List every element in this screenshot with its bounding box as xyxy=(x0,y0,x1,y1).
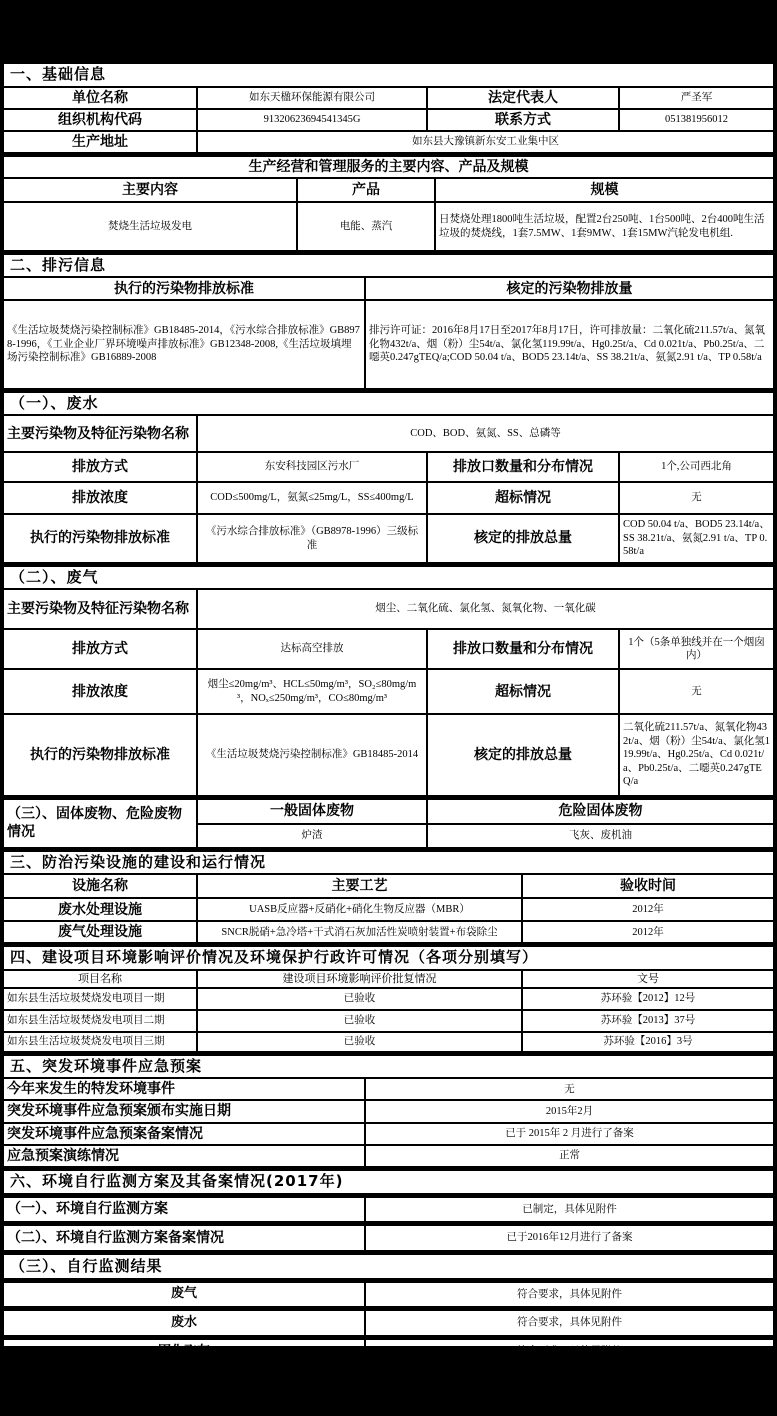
wg-conc-value: 烟尘≤20mg/m³、HCL≤50mg/m³，SO₂≤80mg/m³，NOₓ≤250mg/m³，CO≤80mg/m³ xyxy=(197,669,427,714)
section2-title: 二、排污信息 xyxy=(2,252,775,277)
facility-process: SNCR脱硝+急冷塔+干式消石灰加活性炭喷射装置+布袋除尘 xyxy=(197,921,522,945)
scale-header: 规模 xyxy=(435,178,775,202)
emergency-row-label: 突发环境事件应急预案备案情况 xyxy=(2,1123,365,1145)
emergency-row-value: 正常 xyxy=(365,1145,775,1169)
wastewater-title: （一）、废水 xyxy=(2,390,775,415)
facility-time: 2012年 xyxy=(522,898,775,921)
eia-status-header: 建设项目环境影响评价批复情况 xyxy=(197,970,522,988)
scale-value: 日焚烧处理1800吨生活垃圾，配置2台250吨、1台500吨、2台400吨生活垃圾的焚烧线，1套7.5MW、1套9MW、1套15MW汽轮发电机组. xyxy=(435,202,775,252)
emergency-row-value: 无 xyxy=(365,1078,775,1100)
emergency-row-value: 已于 2015年 2 月进行了备案 xyxy=(365,1123,775,1145)
project-status: 已验收 xyxy=(197,1010,522,1032)
address-value: 如东县大豫镇新东安工业集中区 xyxy=(197,131,775,155)
monitor-result-label: 二噁英 xyxy=(2,1390,365,1413)
wg-standard-label: 执行的污染物排放标准 xyxy=(2,714,197,797)
unit-name-value: 如东天楹环保能源有限公司 xyxy=(197,87,427,109)
section6-title: 六、环境自行监测方案及其备案情况(2017年) xyxy=(2,1168,775,1195)
self-monitor-plan-label: （一）、环境自行监测方案 xyxy=(2,1195,365,1223)
solid-title: （三）、固体废物、危险废物情况 xyxy=(2,797,197,849)
contact-label: 联系方式 xyxy=(427,109,619,131)
wg-total-label: 核定的排放总量 xyxy=(427,714,619,797)
solid-general-value: 炉渣 xyxy=(197,824,427,849)
contact-value: 051381956012 xyxy=(619,109,775,131)
product-header: 产品 xyxy=(297,178,435,202)
facility-name: 废气处理设施 xyxy=(2,921,197,945)
emergency-row-value: 2015年2月 xyxy=(365,1100,775,1122)
ww-pollutants-value: COD、BOD、氨氮、SS、总磷等 xyxy=(197,415,775,452)
discharge-standard-header: 执行的污染物排放标准 xyxy=(2,277,365,300)
ww-total-label: 核定的排放总量 xyxy=(427,514,619,564)
solid-hazard-value: 飞灰、废机油 xyxy=(427,824,775,849)
wg-exceed-label: 超标情况 xyxy=(427,669,619,714)
project-status: 已验收 xyxy=(197,1032,522,1053)
address-label: 生产地址 xyxy=(2,131,197,155)
emergency-row-label: 应急预案演练情况 xyxy=(2,1145,365,1169)
wastegas-title: （二）、废气 xyxy=(2,564,775,589)
facility-name: 废水处理设施 xyxy=(2,898,197,921)
project-doc-no: 苏环验【2016】3号 xyxy=(522,1032,775,1053)
wg-method-value: 达标高空排放 xyxy=(197,629,427,669)
main-content-value: 焚烧生活垃圾发电 xyxy=(2,202,297,252)
ww-standard-label: 执行的污染物排放标准 xyxy=(2,514,197,564)
doc-no-header: 文号 xyxy=(522,970,775,988)
facility-process: UASB反应器+反硝化+硝化生物反应器（MBR） xyxy=(197,898,522,921)
process-header: 主要工艺 xyxy=(197,874,522,898)
wg-standard-value: 《生活垃圾焚烧污染控制标准》GB18485-2014 xyxy=(197,714,427,797)
emergency-row-label: 今年来发生的特发环境事件 xyxy=(2,1078,365,1100)
ww-method-value: 东安科技园区污水厂 xyxy=(197,452,427,482)
environment-disclosure-table xyxy=(0,60,777,1416)
monitor-result-value: 符合要求，具体见附件 xyxy=(365,1366,775,1390)
self-monitor-result-title: （三）、自行监测结果 xyxy=(2,1252,775,1280)
org-code-label: 组织机构代码 xyxy=(2,109,197,131)
monitor-result-value: 符合要求，具体见附件 xyxy=(365,1337,775,1366)
project-name: 如东县生活垃圾焚烧发电项目一期 xyxy=(2,988,197,1010)
monitor-result-value: 符合要求，具体见附件 xyxy=(365,1308,775,1337)
project-name: 如东县生活垃圾焚烧发电项目三期 xyxy=(2,1032,197,1053)
ww-outlets-value: 1个,公司西北角 xyxy=(619,452,775,482)
solid-general-header: 一般固体废物 xyxy=(197,797,427,824)
ww-total-value: COD 50.04 t/a、BOD5 23.14t/a、SS 38.21t/a、氨氮2.91 t/a、TP 0.58t/a xyxy=(619,514,775,564)
legal-rep-label: 法定代表人 xyxy=(427,87,619,109)
monitor-result-label: 废水 xyxy=(2,1308,365,1337)
monitor-result-label: 固化飞灰 xyxy=(2,1337,365,1366)
project-doc-no: 苏环验【2013】37号 xyxy=(522,1010,775,1032)
project-name: 如东县生活垃圾焚烧发电项目二期 xyxy=(2,1010,197,1032)
facility-time: 2012年 xyxy=(522,921,775,945)
wg-total-value: 二氧化硫211.57t/a、氮氧化物432t/a、烟（粉）尘54t/a、氯化氢119.99t/a、Hg0.25t/a、Cd 0.021t/a、Pb0.25t/a、二噁英0.247gTEQ/a xyxy=(619,714,775,797)
ww-conc-label: 排放浓度 xyxy=(2,482,197,514)
monitor-result-value: 符合要求，具体见附件 xyxy=(365,1280,775,1308)
top-black-banner xyxy=(0,0,773,60)
facility-name-header: 设施名称 xyxy=(2,874,197,898)
product-value: 电能、蒸汽 xyxy=(297,202,435,252)
wg-pollutants-value: 烟尘、二氧化硫、氯化氢、氮氧化物、一氧化碳 xyxy=(197,589,775,629)
solid-hazard-header: 危险固体废物 xyxy=(427,797,775,824)
legal-rep-value: 严圣军 xyxy=(619,87,775,109)
monitor-result-value: 符合要求，具体见附件 xyxy=(365,1390,775,1413)
org-code-value: 91320623694541345G xyxy=(197,109,427,131)
main-content-header: 主要内容 xyxy=(2,178,297,202)
acceptance-time-header: 验收时间 xyxy=(522,874,775,898)
wg-outlets-label: 排放口数量和分布情况 xyxy=(427,629,619,669)
project-status: 已验收 xyxy=(197,988,522,1010)
wg-outlets-value: 1个（5条单独线并在一个烟囱内） xyxy=(619,629,775,669)
approved-amount-value: 排污许可证：2016年8月17日至2017年8月17日，许可排放量：二氧化硫211.57t/a、氮氧化物432t/a、烟（粉）尘54t/a、氯化氢119.99t/a、Hg0.25t/a、Cd 0.021t/a、Pb0.25t/a、二噁英0.247gTEQ/a;COD 50.04 t/a、BOD5 23.14t/a、SS 38.21t/a、氨氮2.91 t/a、TP 0.58t/a xyxy=(365,300,775,390)
wg-method-label: 排放方式 xyxy=(2,629,197,669)
monitor-result-label: 炉渣 xyxy=(2,1366,365,1390)
ww-method-label: 排放方式 xyxy=(2,452,197,482)
monitor-result-label: 废气 xyxy=(2,1280,365,1308)
discharge-standard-value: 《生活垃圾焚烧污染控制标准》GB18485-2014，《污水综合排放标准》GB8978-1996，《工业企业厂界环境噪声排放标准》GB12348-2008,《生活垃圾填埋场污染控制标准》GB16889-2008 xyxy=(2,300,365,390)
emergency-row-label: 突发环境事件应急预案颁布实施日期 xyxy=(2,1100,365,1122)
self-monitor-record-label: （二）、环境自行监测方案备案情况 xyxy=(2,1223,365,1252)
wg-pollutants-label: 主要污染物及特征污染物名称 xyxy=(2,589,197,629)
ww-exceed-value: 无 xyxy=(619,482,775,514)
project-doc-no: 苏环验【2012】12号 xyxy=(522,988,775,1010)
self-monitor-plan-value: 已制定，具体见附件 xyxy=(365,1195,775,1223)
ww-standard-value: 《污水综合排放标准》（GB8978-1996）三级标准 xyxy=(197,514,427,564)
self-monitor-record-value: 已于2016年12月进行了备案 xyxy=(365,1223,775,1252)
project-name-header: 项目名称 xyxy=(2,970,197,988)
section1-title: 一、基础信息 xyxy=(2,62,775,87)
ww-outlets-label: 排放口数量和分布情况 xyxy=(427,452,619,482)
wg-conc-label: 排放浓度 xyxy=(2,669,197,714)
ww-exceed-label: 超标情况 xyxy=(427,482,619,514)
section3-title: 三、防治污染设施的建设和运行情况 xyxy=(2,849,775,874)
wg-exceed-value: 无 xyxy=(619,669,775,714)
section4-title: 四、建设项目环境影响评价情况及环境保护行政许可情况（各项分别填写） xyxy=(2,945,775,970)
section5-title: 五、突发环境事件应急预案 xyxy=(2,1053,775,1078)
approved-amount-header: 核定的污染物排放量 xyxy=(365,277,775,300)
unit-name-label: 单位名称 xyxy=(2,87,197,109)
business-scope-header: 生产经营和管理服务的主要内容、产品及规模 xyxy=(2,155,775,179)
ww-pollutants-label: 主要污染物及特征污染物名称 xyxy=(2,415,197,452)
ww-conc-value: COD≤500mg/L，氨氮≤25mg/L，SS≤400mg/L xyxy=(197,482,427,514)
